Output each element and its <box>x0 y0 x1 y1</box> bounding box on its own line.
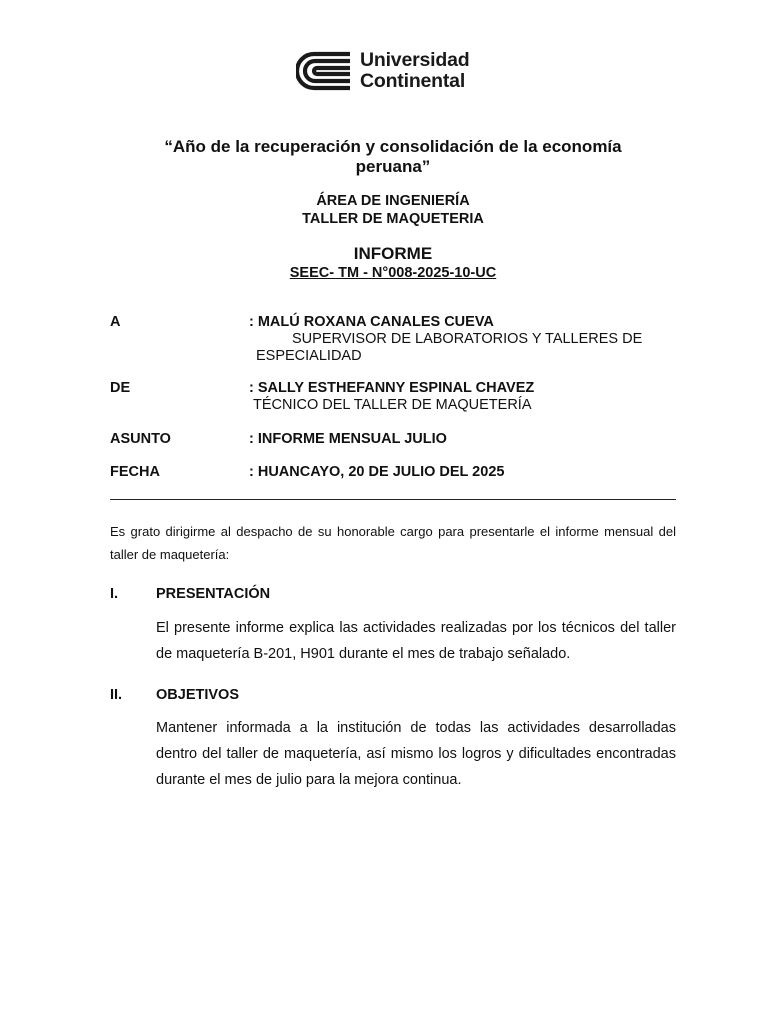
year-motto <box>110 137 676 177</box>
year-motto-line-2: peruana” <box>355 157 431 176</box>
memo-subject-value <box>249 431 676 448</box>
memo-to-name: : MALÚ ROXANA CANALES CUEVA <box>249 314 494 330</box>
section-number: I. <box>110 586 119 602</box>
memo-to-label: A <box>110 314 121 330</box>
area-title: ÁREA DE INGENIERÍA <box>316 193 470 209</box>
section-title: PRESENTACIÓN <box>156 586 271 602</box>
memo-to-value <box>249 314 676 365</box>
intro-paragraph: Es grato dirigirme al despacho de su honorable cargo para presentarle el informe mensual del taller de maquetería: <box>110 524 676 562</box>
memo-date-value <box>249 464 676 481</box>
year-motto-line-1: “Año de la recuperación y consolidación de la economía <box>164 137 622 156</box>
document-code: SEEC- TM - N°008-2025-10-UC <box>289 265 497 281</box>
section-body: El presente informe explica las actividades realizadas por los técnicos del taller de maquetería B-201, H901 durante el mes de trabajo señalado. <box>156 620 676 662</box>
memo-to-role-line-1: SUPERVISOR DE LABORATORIOS Y TALLERES DE <box>292 331 643 347</box>
logo-line-2: Continental <box>360 70 466 92</box>
memo-to-role-line-2: ESPECIALIDAD <box>256 348 362 364</box>
header-divider <box>110 499 676 500</box>
section-title: OBJETIVOS <box>156 687 239 703</box>
document-type: INFORME <box>353 244 433 263</box>
memo-date-label: FECHA <box>110 464 160 480</box>
logo-line-1: Universidad <box>360 49 470 71</box>
logo-text <box>360 50 469 92</box>
memo-date-text: : HUANCAYO, 20 DE JULIO DEL 2025 <box>249 464 505 480</box>
memo-from-label: DE <box>110 380 131 396</box>
workshop-title: TALLER DE MAQUETERIA <box>302 211 484 227</box>
universidad-continental-logo-icon <box>296 50 352 92</box>
memo-subject-text: : INFORME MENSUAL JULIO <box>249 431 447 447</box>
memo-subject-label: ASUNTO <box>110 431 171 447</box>
section-number: II. <box>110 687 123 703</box>
department-block <box>110 192 676 228</box>
university-logo <box>296 50 469 92</box>
section-body: Mantener informada a la institución de todas las actividades desarrolladas dentro del taller de maquetería, así mismo los logros y dificultades encontradas durante el mes de julio para la mejora continua. <box>156 720 676 788</box>
memo-from-value <box>249 380 676 414</box>
memo-from-name: : SALLY ESTHEFANNY ESPINAL CHAVEZ <box>249 380 535 396</box>
memo-from-role: TÉCNICO DEL TALLER DE MAQUETERÍA <box>253 397 532 413</box>
